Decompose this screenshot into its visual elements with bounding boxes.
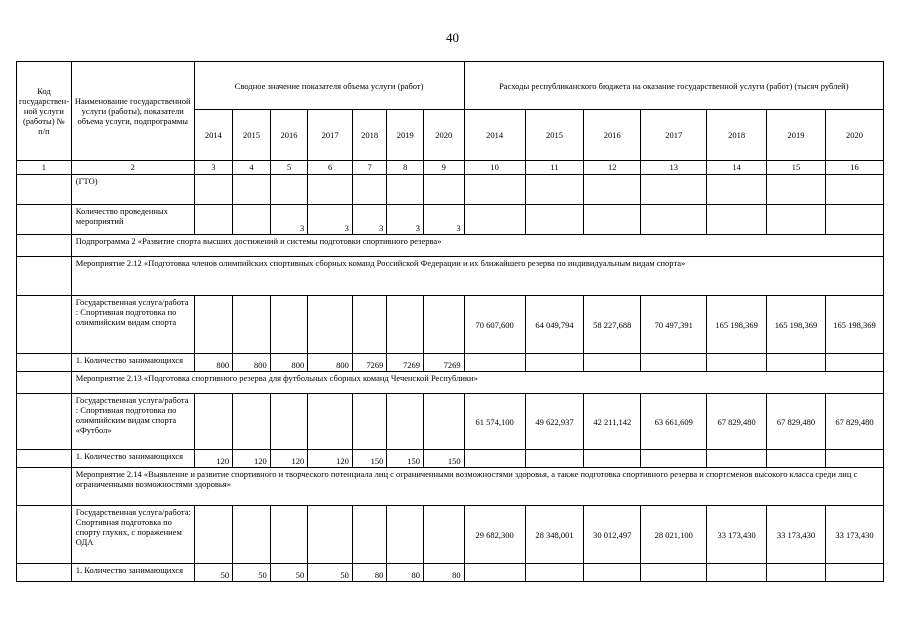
volume-value (423, 296, 464, 354)
volume-value: 120 (233, 450, 271, 468)
volume-value (233, 296, 271, 354)
column-number: 8 (387, 161, 424, 175)
expense-year-header: 2017 (641, 110, 707, 161)
expense-value: 29 682,300 (464, 506, 525, 564)
column-number: 4 (233, 161, 271, 175)
expense-value (584, 564, 641, 582)
expense-value (767, 564, 826, 582)
expense-value (641, 564, 707, 582)
table-row (17, 175, 884, 205)
expense-value (584, 175, 641, 205)
expense-value (641, 354, 707, 372)
table-row (17, 354, 884, 372)
expense-value (525, 450, 584, 468)
volume-value (233, 175, 271, 205)
row-name: 1. Количество занимающихся (71, 450, 194, 468)
volume-value (387, 296, 424, 354)
column-number: 12 (584, 161, 641, 175)
volume-value (387, 175, 424, 205)
expense-value: 33 173,430 (825, 506, 883, 564)
column-number: 13 (641, 161, 707, 175)
section-row (17, 372, 884, 394)
row-name: Количество проведенных мероприятий (71, 205, 194, 235)
expense-value: 30 012,497 (584, 506, 641, 564)
expense-value (825, 175, 883, 205)
expense-value (767, 354, 826, 372)
volume-value (308, 506, 353, 564)
expense-year-header: 2014 (464, 110, 525, 161)
section-title: Подпрограмма 2 «Развитие спорта высших достижений и системы подготовки спортивного резерва» (71, 235, 883, 257)
column-number: 16 (825, 161, 883, 175)
expense-value: 63 661,609 (641, 394, 707, 450)
expense-value (767, 175, 826, 205)
row-name: 1. Количество занимающихся (71, 354, 194, 372)
volume-year-header: 2014 (194, 110, 233, 161)
volume-value (194, 394, 233, 450)
expense-year-header: 2019 (767, 110, 826, 161)
row-name: Государственная услуга/работа: Спортивная подготовка по спорту глухих, с поражением ОДА (71, 506, 194, 564)
expense-value: 49 622,937 (525, 394, 584, 450)
table-row (17, 506, 884, 564)
volume-value: 120 (194, 450, 233, 468)
volume-value: 3 (308, 205, 353, 235)
table-row (17, 205, 884, 235)
expense-value: 165 198,369 (825, 296, 883, 354)
section-title: Мероприятие 2.13 «Подготовка спортивного резерва для футбольных сборных команд Чеченской Республики» (71, 372, 883, 394)
volume-value (352, 394, 387, 450)
table-row (17, 564, 884, 582)
expense-value (464, 205, 525, 235)
volume-value (387, 394, 424, 450)
expense-value (464, 564, 525, 582)
code-cell (17, 235, 72, 257)
volume-value (423, 394, 464, 450)
expense-value (707, 175, 767, 205)
volume-value (270, 394, 308, 450)
expense-value (464, 354, 525, 372)
code-cell (17, 175, 72, 205)
volume-value: 50 (194, 564, 233, 582)
column-number: 3 (194, 161, 233, 175)
column-number: 2 (71, 161, 194, 175)
expense-value (464, 450, 525, 468)
volume-value: 3 (387, 205, 424, 235)
volume-value (194, 506, 233, 564)
volume-value: 80 (387, 564, 424, 582)
page-number: 40 (446, 30, 459, 45)
expense-value (707, 354, 767, 372)
section-title: Мероприятие 2.14 «Выявление и развитие спортивного и творческого потенциала лиц с ограниченными возможностями здоровья, а также подготовка спортивного резерва и спортсменов высокого класса среди лиц с ограниченными возможностями здоровья» (71, 468, 883, 506)
expense-value (525, 175, 584, 205)
volume-year-header: 2015 (233, 110, 271, 161)
volume-value: 80 (423, 564, 464, 582)
code-cell (17, 450, 72, 468)
section-row (17, 235, 884, 257)
row-name: 1. Количество занимающихся (71, 564, 194, 582)
volume-value: 3 (270, 205, 308, 235)
volume-value: 7269 (352, 354, 387, 372)
expense-value: 42 211,142 (584, 394, 641, 450)
column-number: 14 (707, 161, 767, 175)
row-name: Государственная услуга/работа : Спортивная подготовка по олимпийским видам спорта «Футбол» (71, 394, 194, 450)
expense-value (584, 354, 641, 372)
expense-value (641, 175, 707, 205)
expense-value (707, 450, 767, 468)
volume-value (352, 175, 387, 205)
volume-value (308, 394, 353, 450)
volume-value (233, 506, 271, 564)
expense-value (525, 205, 584, 235)
expense-value (525, 564, 584, 582)
volume-value (233, 205, 271, 235)
volume-value (352, 296, 387, 354)
expense-value (584, 450, 641, 468)
expense-value: 165 198,369 (767, 296, 826, 354)
volume-value (194, 296, 233, 354)
column-number: 5 (270, 161, 308, 175)
header-code: Код государствен-ной услуги (работы) № п/п (17, 62, 72, 161)
column-numbers-row (17, 161, 884, 175)
expense-value: 33 173,430 (767, 506, 826, 564)
volume-value (194, 205, 233, 235)
expense-value (707, 564, 767, 582)
expense-value: 70 607,600 (464, 296, 525, 354)
expense-value: 67 829,480 (825, 394, 883, 450)
volume-value: 50 (233, 564, 271, 582)
expense-value (825, 205, 883, 235)
volume-value: 7269 (423, 354, 464, 372)
expense-value: 165 198,369 (707, 296, 767, 354)
volume-value: 150 (352, 450, 387, 468)
volume-value: 7269 (387, 354, 424, 372)
code-cell (17, 394, 72, 450)
column-number: 9 (423, 161, 464, 175)
table-row (17, 450, 884, 468)
volume-value (308, 296, 353, 354)
expense-value: 33 173,430 (707, 506, 767, 564)
expense-value (825, 450, 883, 468)
volume-value: 800 (270, 354, 308, 372)
volume-year-header: 2016 (270, 110, 308, 161)
code-cell (17, 257, 72, 296)
volume-value: 150 (423, 450, 464, 468)
volume-value (194, 175, 233, 205)
column-number: 11 (525, 161, 584, 175)
volume-year-header: 2019 (387, 110, 424, 161)
code-cell (17, 506, 72, 564)
code-cell (17, 564, 72, 582)
budget-table (16, 61, 884, 582)
expense-value: 64 049,794 (525, 296, 584, 354)
volume-value (387, 506, 424, 564)
expense-value: 67 829,480 (707, 394, 767, 450)
section-title: Мероприятие 2.12 «Подготовка членов олимпийских спортивных сборных команд Российской Федерации и их ближайшего резерва по индивидуальным видам спорта» (71, 257, 883, 296)
expense-value (825, 564, 883, 582)
expense-value (525, 354, 584, 372)
volume-value (270, 506, 308, 564)
expense-value: 28 021,100 (641, 506, 707, 564)
volume-value (308, 175, 353, 205)
volume-value (423, 506, 464, 564)
expense-value (641, 205, 707, 235)
table-row (17, 296, 884, 354)
volume-year-header: 2020 (423, 110, 464, 161)
volume-value: 80 (352, 564, 387, 582)
volume-value: 150 (387, 450, 424, 468)
volume-value (233, 394, 271, 450)
column-number: 1 (17, 161, 72, 175)
code-cell (17, 205, 72, 235)
column-number: 15 (767, 161, 826, 175)
column-number: 10 (464, 161, 525, 175)
header-expense: Расходы республиканского бюджета на оказание государственной услуги (работ) (тысяч рублей) (464, 62, 883, 110)
expense-value: 70 497,391 (641, 296, 707, 354)
expense-value (641, 450, 707, 468)
expense-value: 67 829,480 (767, 394, 826, 450)
expense-value: 58 227,688 (584, 296, 641, 354)
volume-value: 120 (270, 450, 308, 468)
column-number: 7 (352, 161, 387, 175)
expense-year-header: 2020 (825, 110, 883, 161)
row-name: (ГТО) (71, 175, 194, 205)
expense-value (464, 175, 525, 205)
volume-value: 120 (308, 450, 353, 468)
volume-value: 3 (352, 205, 387, 235)
expense-value (825, 354, 883, 372)
expense-value (584, 205, 641, 235)
volume-value: 50 (270, 564, 308, 582)
volume-year-header: 2018 (352, 110, 387, 161)
expense-year-header: 2018 (707, 110, 767, 161)
volume-value (270, 296, 308, 354)
column-number: 6 (308, 161, 353, 175)
volume-year-header: 2017 (308, 110, 353, 161)
code-cell (17, 354, 72, 372)
volume-value: 800 (194, 354, 233, 372)
volume-value: 3 (423, 205, 464, 235)
expense-value (767, 205, 826, 235)
row-name: Государственная услуга/работа : Спортивная подготовка по олимпийским видам спорта (71, 296, 194, 354)
volume-value (423, 175, 464, 205)
table-row (17, 394, 884, 450)
expense-value (767, 450, 826, 468)
section-row (17, 468, 884, 506)
header-volume: Сводное значение показателя объема услуги (работ) (194, 62, 464, 110)
volume-value (352, 506, 387, 564)
expense-year-header: 2016 (584, 110, 641, 161)
code-cell (17, 372, 72, 394)
expense-year-header: 2015 (525, 110, 584, 161)
expense-value (707, 205, 767, 235)
expense-value: 61 574,100 (464, 394, 525, 450)
expense-value: 28 348,001 (525, 506, 584, 564)
volume-value (270, 175, 308, 205)
volume-value: 50 (308, 564, 353, 582)
code-cell (17, 296, 72, 354)
header-name: Наименование государственной услуги (работы), показатели объема услуги, подпрограммы (71, 62, 194, 161)
code-cell (17, 468, 72, 506)
volume-value: 800 (308, 354, 353, 372)
volume-value: 800 (233, 354, 271, 372)
section-row (17, 257, 884, 296)
